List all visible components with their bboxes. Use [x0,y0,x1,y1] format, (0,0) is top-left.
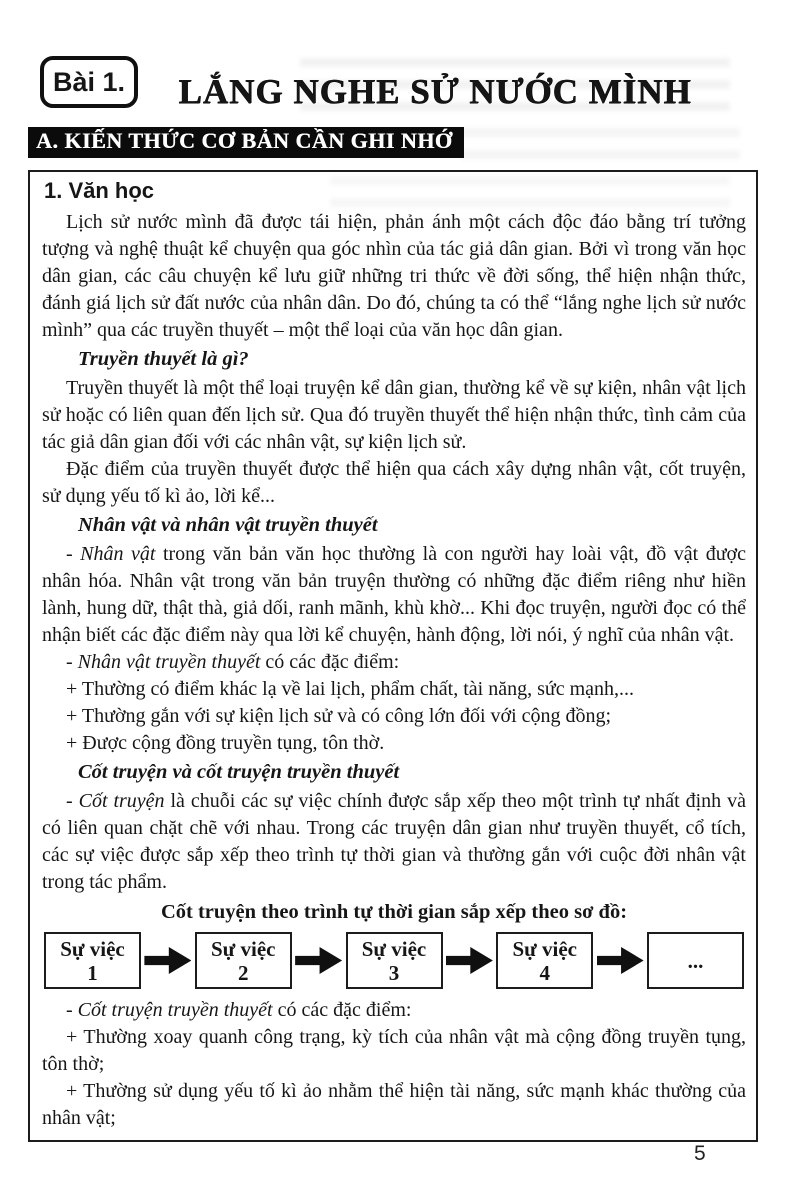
arrow-right-icon [597,947,644,974]
flowchart-box-ellipsis [647,932,744,989]
page-title: LẮNG NGHE SỬ NƯỚC MÌNH [178,72,692,111]
paragraph: Lịch sử nước mình đã được tái hiện, phản ánh một cách độc đáo bằng trí tưởng tượng và nghệ thuật kể chuyện qua góc nhìn của tác giả dân gian. Bởi vì trong văn học dân gian, các câu chuyện kể lưu giữ những tri thức về đời sống, thể hiện nhận thức, đánh giá lịch sử đất nước của nhân dân. Do đó, chúng ta có thể “lắng nghe lịch sử nước mình” qua các truyền thuyết – một thể loại của văn học dân gian. [42,211,746,341]
page-number: 5 [694,1142,706,1165]
lesson-badge-label: Bài 1. [52,66,126,97]
list-item [42,788,746,896]
flowchart-box-label: Sự việc [512,936,577,961]
list-item [42,541,746,649]
list-item: + Thường xoay quanh công trạng, kỳ tích của nhân vật mà cộng đồng truyền tụng, tôn thờ; [42,1026,746,1075]
flowchart-box-3 [346,932,443,989]
flowchart-box-number: 1 [87,960,98,985]
subheading-cot-truyen: Cốt truyện và cốt truyện truyền thuyết [78,761,400,783]
flowchart-box-1 [44,932,141,989]
list-item: + Thường gắn với sự kiện lịch sử và có công lớn đối với cộng đồng; [66,705,612,727]
scan-artifact [460,128,740,162]
item-lead: - Nhân vật truyền thuyết [66,651,261,673]
list-item: + Thường sử dụng yếu tố kì ảo nhằm thể hiện tài năng, sức mạnh khác thường của nhân vật; [42,1080,746,1129]
item-lead: - Cốt truyện [66,790,165,812]
item-lead: - Nhân vật [66,543,156,565]
list-item [42,649,746,676]
flowchart-box-label: Sự việc [60,936,125,961]
flowchart-box-4 [496,932,593,989]
flowchart-box-number: 3 [388,960,400,985]
flowchart-box-number: 4 [539,960,550,985]
item-text: có các đặc điểm: [260,651,400,673]
flowchart-box-label: Sự việc [210,936,276,961]
paragraph: Đặc điểm của truyền thuyết được thể hiện qua cách xây dựng nhân vật, cốt truyện, sử dụng yếu tố kì ảo, lời kể... [42,458,746,507]
item-text: trong văn bản văn học thường là con người hay loài vật, đồ vật được nhân hóa. Nhân vật trong văn bản truyện thường có những đặc điểm riêng như hiền lành, hung dữ, thật thà, giả dối, ranh mãnh, khù khờ... Khi đọc truyện, người đọc có thể nhận biết các đặc điểm này qua lời kể chuyện, hành động, lời nói, ý nghĩ của nhân vật. [42,543,747,646]
item-text: có các đặc điểm: [272,999,412,1021]
subheading-nhan-vat: Nhân vật và nhân vật truyền thuyết [78,514,378,536]
flowchart-box-2 [195,932,292,989]
diagram-caption: Cốt truyện theo trình tự thời gian sắp xếp theo sơ đồ: [160,901,628,923]
box-heading: 1. Văn học [44,178,155,203]
knowledge-box [28,170,758,1142]
flowchart [44,932,744,989]
list-item: + Được cộng đồng truyền tụng, tôn thờ. [66,732,385,754]
list-item [42,997,746,1024]
arrow-right-icon [144,947,191,974]
section-banner: A. KIẾN THỨC CƠ BẢN CẦN GHI NHỚ [28,127,464,158]
paragraph: Truyền thuyết là một thể loại truyện kể dân gian, thường kể về sự kiện, nhân vật lịch sử hoặc có liên quan đến lịch sử. Qua đó truyền thuyết thể hiện nhận thức, tình cảm của tác giả dân gian đối với các nhân vật, sự kiện lịch sử. [42,377,746,453]
flowchart-box-label: ... [687,948,704,973]
item-text: là chuỗi các sự việc chính được sắp xếp theo một trình tự nhất định và có liên quan chặt chẽ với nhau. Trong các truyện dân gian như truyền thuyết, cổ tích, các sự việc được sắp xếp theo trình tự thời gian và thường gắn với cuộc đời nhân vật trong tác phẩm. [42,790,746,893]
lesson-badge [40,56,138,108]
arrow-right-icon [446,947,493,974]
list-item: + Thường có điểm khác lạ về lai lịch, phẩm chất, tài năng, sức mạnh,... [66,678,635,700]
flowchart-box-label: Sự việc [361,936,427,961]
flowchart-box-number: 2 [238,960,249,985]
arrow-right-icon [295,947,342,974]
subheading-truyen-thuyet: Truyền thuyết là gì? [78,348,249,370]
item-lead: - Cốt truyện truyền thuyết [66,999,273,1021]
